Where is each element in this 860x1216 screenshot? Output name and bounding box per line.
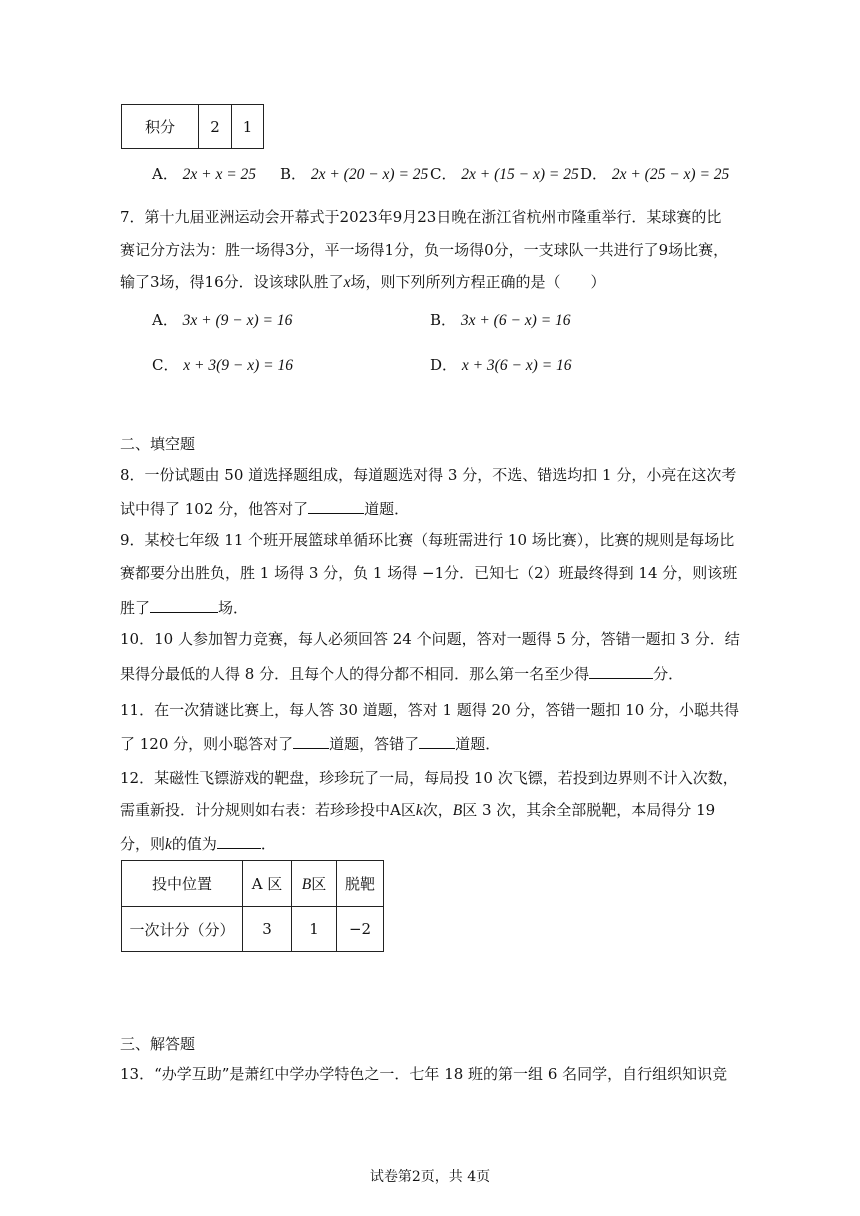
table-cell: −2 [337,907,384,952]
q7-text-line: 7．第十九届亚洲运动会开幕式于2023年9月23日晚在浙江省杭州市隆重举行．某球赛的比 [120,208,722,226]
q9-text-line [120,596,248,618]
q8-text-line [120,497,409,519]
text-segment: 分． [653,665,684,683]
option-expression: x + 3(6 − x) = 16 [461,357,572,374]
table-header-cell: 脱靶 [337,861,384,907]
option-label: C． [430,165,457,183]
text-segment: 的值为 [171,835,217,853]
option-label: A． [152,311,178,329]
text-segment: 次， [422,801,453,819]
table-row [122,907,384,952]
option-label: D． [580,165,608,183]
text-segment: 场． [218,599,249,617]
q7-option-c [152,355,293,376]
option-expression: 2x + x = 25 [182,166,257,183]
option-label: D． [430,356,458,374]
q8-text-line: 8．一份试题由 50 道选择题组成，每道题选对得 3 分，不选、错选均扣 1 分，小亮在这次考 [120,466,737,484]
q7-option-b [430,310,571,331]
q9-text-line: 赛都要分出胜负，胜 1 场得 3 分，负 1 场得 −1分．已知七（2）班最终得到 14 分，则该班 [120,564,738,582]
q6-option-b [280,164,428,185]
table-cell: 3 [243,907,292,952]
option-expression: 2x + (25 − x) = 25 [611,166,730,183]
q12-text-line [120,800,715,821]
variable: k [415,802,423,819]
option-expression: 3x + (6 − x) = 16 [460,312,571,329]
answer-blank[interactable] [293,732,329,749]
q11-text-line: 11．在一次猜谜比赛上，每人答 30 道题，答对 1 题得 20 分，答错一题扣 10 分，小聪共得 [120,701,740,719]
option-label: B． [430,311,457,329]
table-cell: 一次计分（分） [122,907,243,952]
table-cell: 积分 [122,105,199,149]
variable: k [165,836,172,853]
answer-blank[interactable] [217,832,261,849]
text-segment: 胜了 [120,599,151,617]
q12-text-line [120,832,276,855]
text-segment: 输了3场，得16分．设该球队胜了 [120,273,344,291]
section-heading: 三、解答题 [120,1035,196,1053]
text-segment: 试中得了 102 分，他答对了 [120,500,309,518]
answer-blank[interactable] [419,732,455,749]
q7-option-a [152,310,292,331]
table-cell: 1 [292,907,337,952]
text-segment: 区 [311,875,327,893]
q7-text-line: 赛记分方法为：胜一场得3分，平一场得1分，负一场得0分，一支球队一共进行了9场比赛， [120,241,729,259]
q6-option-d [580,164,729,185]
table-header-cell: 投中位置 [122,861,243,907]
option-expression: 2x + (15 − x) = 25 [461,166,579,183]
table-header-cell [292,861,337,907]
text-segment: 区 3 次，其余全部脱靶，本局得分 19 [462,801,716,819]
score-table-top [121,104,264,149]
q9-text-line: 9．某校七年级 11 个班开展篮球单循环比赛（每班需进行 10 场比赛），比赛的规则是每场比 [120,531,735,549]
text-segment: 道题． [364,500,410,518]
option-label: B． [280,165,307,183]
q6-option-a [152,164,256,185]
answer-blank[interactable] [589,662,653,679]
variable: B [452,802,463,819]
q11-text-line [120,732,500,754]
q12-text-line: 12．某磁性飞镖游戏的靶盘，珍珍玩了一局，每局投 10 次飞镖，若投到边界则不计入次数， [120,769,738,787]
answer-blank[interactable] [150,596,218,613]
option-expression: 2x + (20 − x) = 25 [310,166,429,183]
text-segment: 果得分最低的人得 8 分．且每个人的得分都不相同．那么第一名至少得 [120,665,590,683]
option-expression: 3x + (9 − x) = 16 [182,312,293,329]
table-row [122,861,384,907]
text-segment: 道题． [455,735,501,753]
q7-option-d [430,355,572,376]
text-segment: 分，则 [120,835,166,853]
text-segment: ． [260,835,276,853]
table-cell: 2 [199,105,232,149]
answer-blank[interactable] [308,497,364,514]
section-heading: 二、填空题 [120,435,196,453]
variable: x [343,274,351,291]
page-footer: 试卷第2页，共 4页 [369,1169,491,1185]
text-segment: 道题，答错了 [329,735,420,753]
q10-text-line [120,662,683,684]
option-label: A． [152,165,178,183]
q6-option-c [430,164,579,185]
q7-text-line [120,272,606,293]
option-label: C． [152,356,179,374]
scoring-table [121,860,384,952]
text-segment: 场，则下列所列方程正确的是（ ） [350,273,606,291]
table-header-cell: A 区 [243,861,292,907]
option-expression: x + 3(9 − x) = 16 [183,357,293,374]
text-segment: 需重新投．计分规则如右表：若珍珍投中A区 [120,801,416,819]
variable: B [301,876,312,893]
q10-text-line: 10．10 人参加智力竞赛，每人必须回答 24 个问题，答对一题得 5 分，答错一题扣 3 分．结 [120,630,740,648]
q13-text-line: 13．“办学互助”是萧红中学办学特色之一．七年 18 班的第一组 6 名同学，自行组织知识竞 [120,1065,728,1083]
table-cell: 1 [232,105,264,149]
text-segment: 了 120 分，则小聪答对了 [120,735,294,753]
